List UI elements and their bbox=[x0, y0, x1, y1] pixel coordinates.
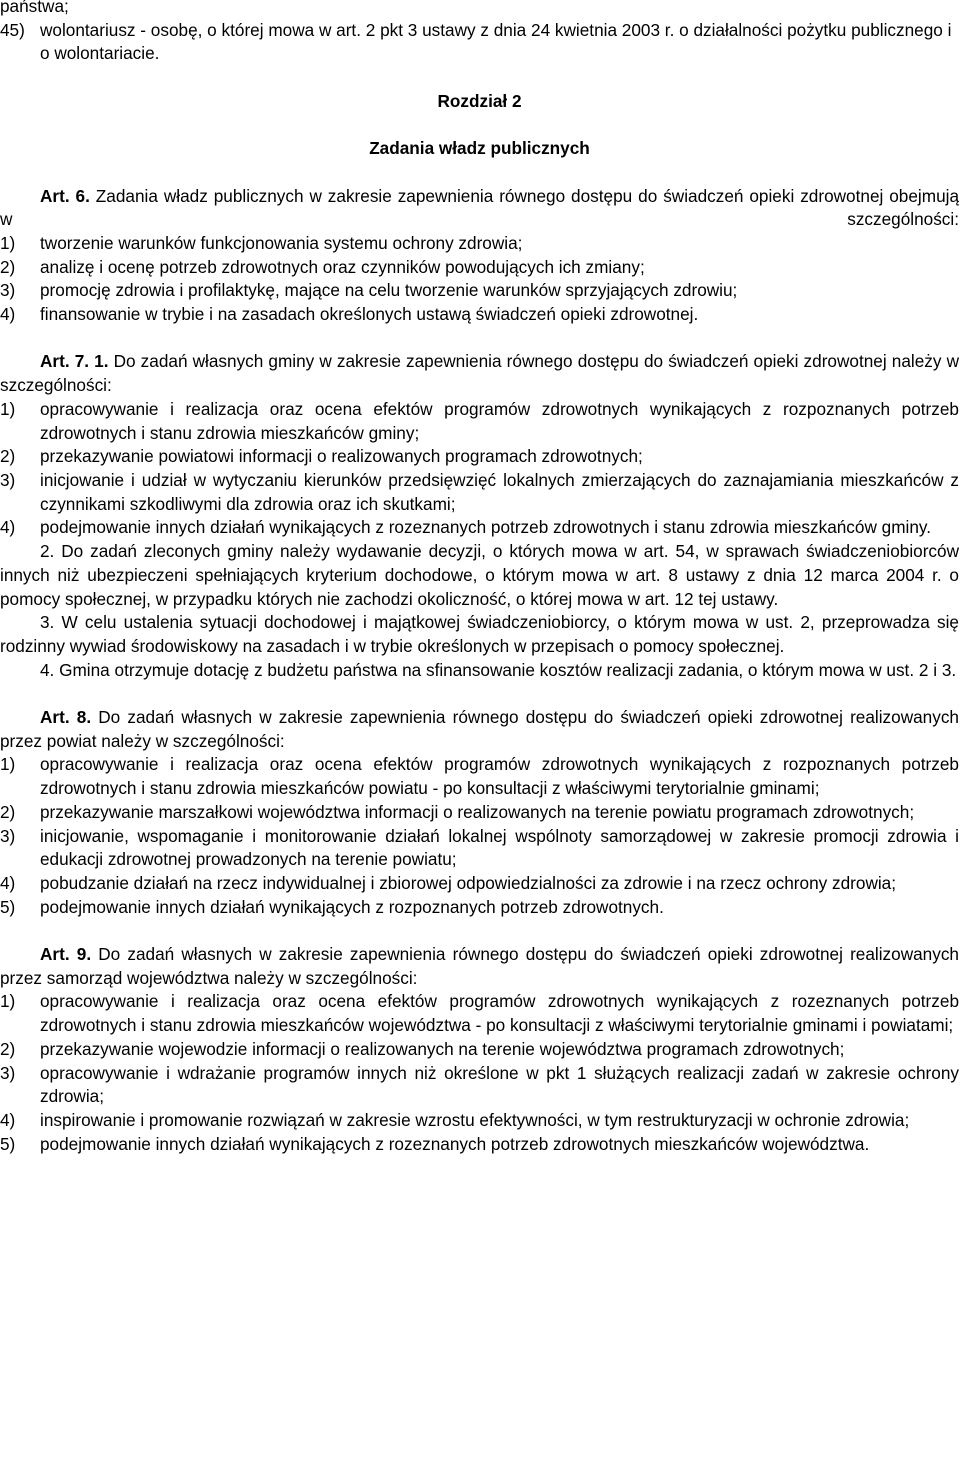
item-text: wolontariusz - osobę, o której mowa w art. 2 pkt 3 ustawy z dnia 24 kwietnia 2003 r. o działalności pożytku publicznego i o wolontariacie. bbox=[40, 19, 952, 64]
item-number: 1) bbox=[0, 754, 16, 775]
art8-item-2 bbox=[0, 801, 959, 825]
item-number: 1) bbox=[0, 991, 16, 1012]
art6-item-1 bbox=[0, 232, 959, 256]
art7-paragraph-4: 4. Gmina otrzymuje dotację z budżetu państwa na sfinansowanie kosztów realizacji zadania, o którym mowa w ust. 2 i 3. bbox=[40, 659, 957, 680]
item-text: opracowywanie i realizacja oraz ocena efektów programów zdrowotnych wynikających z rozpoznanych potrzeb zdrowotnych i stanu zdrowia mieszkańców powiatu - po konsultacji z właściwymi terytorialnie gminami; bbox=[40, 754, 959, 799]
chapter-subtitle: Zadania władz publicznych bbox=[369, 138, 590, 159]
art8-item-1 bbox=[0, 753, 959, 800]
item-number: 5) bbox=[0, 1133, 16, 1154]
art8-item-5 bbox=[0, 896, 959, 920]
item-text: pobudzanie działań na rzecz indywidualnej i zbiorowej odpowiedzialności za zdrowie i na rzecz ochrony zdrowia; bbox=[40, 872, 897, 893]
item-text: przekazywanie wojewodzie informacji o realizowanych na terenie województwa programach zdrowotnych; bbox=[40, 1038, 845, 1059]
art7-paragraph-3: 3. W celu ustalenia sytuacji dochodowej i majątkowej świadczeniobiorcy, o którym mowa w ust. 2, przeprowadza się rodzinny wywiad środowiskowy na zasadach i w trybie określonych w przepisach o pomocy społecznej. bbox=[0, 612, 959, 656]
item-number: 2) bbox=[0, 801, 16, 822]
item-text: inicjowanie i udział w wytyczaniu kierunków przedsięwzięć lokalnych zmierzających do zaznajamiania mieszkańców z czynnikami szkodliwymi dla zdrowia oraz ich skutkami; bbox=[40, 470, 959, 514]
item-number: 3) bbox=[0, 470, 16, 490]
paragraph-label: 1. bbox=[94, 351, 109, 372]
item-text: opracowywanie i wdrażanie programów innych niż określone w pkt 1 służących realizacji zadań w zakresie ochrony zdrowia; bbox=[40, 1062, 959, 1107]
item-number: 2) bbox=[0, 256, 16, 277]
art7-item-2 bbox=[0, 445, 959, 469]
item-text: analizę i ocenę potrzeb zdrowotnych oraz czynników powodujących ich zmiany; bbox=[40, 256, 645, 277]
item-text: przekazywanie powiatowi informacji o realizowanych programach zdrowotnych; bbox=[40, 446, 643, 467]
art7-item-4 bbox=[0, 516, 959, 540]
item-text: opracowywanie i realizacja oraz ocena efektów programów zdrowotnych wynikających z rozpoznanych potrzeb zdrowotnych i stanu zdrowia mieszkańców gminy; bbox=[40, 398, 959, 443]
article-intro-text: Do zadań własnych w zakresie zapewnienia równego dostępu do świadczeń opieki zdrowotnej realizowanych przez powiat należy w szczególności: bbox=[0, 707, 959, 751]
item-number: 2) bbox=[0, 1038, 16, 1059]
item-text: podejmowanie innych działań wynikających z rozpoznanych potrzeb zdrowotnych. bbox=[40, 896, 664, 917]
item-text: finansowanie w trybie i na zasadach określonych ustawą świadczeń opieki zdrowotnej. bbox=[40, 304, 699, 325]
item-number: 5) bbox=[0, 896, 16, 917]
art6-item-4 bbox=[0, 303, 959, 327]
chapter-title: Rozdział 2 bbox=[437, 90, 522, 111]
article-label: Art. 9. bbox=[40, 944, 92, 965]
art8-item-3 bbox=[0, 825, 959, 872]
article-label: Art. 6. bbox=[40, 185, 90, 206]
art9-intro bbox=[0, 943, 959, 990]
item-number: 4) bbox=[0, 517, 16, 538]
list-item-45 bbox=[0, 19, 959, 66]
art8-item-4 bbox=[0, 872, 959, 896]
item-number: 3) bbox=[0, 1062, 16, 1083]
item-text: tworzenie warunków funkcjonowania systemu ochrony zdrowia; bbox=[40, 232, 523, 253]
article-label: Art. 7. bbox=[40, 351, 90, 372]
art6-intro bbox=[0, 185, 959, 232]
item-text: przekazywanie marszałkowi województwa informacji o realizowanych na terenie powiatu programach zdrowotnych; bbox=[40, 801, 915, 822]
art7-item-3 bbox=[0, 469, 959, 516]
item-number: 3) bbox=[0, 280, 16, 301]
item-number: 4) bbox=[0, 872, 16, 893]
art9-item-5 bbox=[0, 1133, 959, 1157]
item-text: opracowywanie i realizacja oraz ocena efektów programów zdrowotnych wynikających z rozeznanych potrzeb zdrowotnych i stanu zdrowia mieszkańców województwa - po konsultacji z właściwymi terytorialnie gminami i powiatami; bbox=[40, 991, 959, 1036]
art7-item-1 bbox=[0, 398, 959, 445]
item-number: 1) bbox=[0, 232, 16, 253]
art9-item-3 bbox=[0, 1062, 959, 1109]
article-label: Art. 8. bbox=[40, 707, 92, 728]
item-text: promocję zdrowia i profilaktykę, mające na celu tworzenie warunków sprzyjających zdrowiu; bbox=[40, 280, 738, 301]
art7-intro bbox=[0, 350, 959, 397]
item-number: 1) bbox=[0, 398, 16, 419]
article-intro-text: Zadania władz publicznych w zakresie zapewnienia równego dostępu do świadczeń opieki zdrowotnej obejmują w szczególności: bbox=[0, 185, 960, 230]
item-number: 4) bbox=[0, 1109, 16, 1130]
art8-intro bbox=[0, 706, 959, 753]
art7-paragraph-2: 2. Do zadań zleconych gminy należy wydawanie decyzji, o których mowa w art. 54, w sprawach świadczeniobiorców innych niż ubezpieczeni spełniających kryterium dochodowe, o którym mowa w art. 8 ustawy z dnia 12 marca 2004 r. o pomocy społecznej, w przypadku których nie zachodzi okoliczność, o której mowa w art. 12 tej ustawy. bbox=[0, 541, 959, 609]
art9-item-2 bbox=[0, 1038, 959, 1062]
item-number: 45) bbox=[0, 19, 25, 40]
article-intro-text: Do zadań własnych gminy w zakresie zapewnienia równego dostępu do świadczeń opieki zdrowotnej należy w szczególności: bbox=[0, 351, 959, 396]
art6-item-2 bbox=[0, 256, 959, 280]
item-number: 3) bbox=[0, 825, 16, 846]
item-text: podejmowanie innych działań wynikających z rozeznanych potrzeb zdrowotnych i stanu zdrowia mieszkańców gminy. bbox=[40, 517, 931, 538]
text-line: państwa; bbox=[0, 0, 69, 16]
item-number: 4) bbox=[0, 304, 16, 325]
art9-item-4 bbox=[0, 1109, 959, 1133]
art6-item-3 bbox=[0, 279, 959, 303]
item-number: 2) bbox=[0, 446, 16, 467]
item-text: podejmowanie innych działań wynikających z rozeznanych potrzeb zdrowotnych mieszkańców województwa. bbox=[40, 1133, 870, 1154]
article-intro-text: Do zadań własnych w zakresie zapewnienia równego dostępu do świadczeń opieki zdrowotnej realizowanych przez samorząd województwa należy w szczególności: bbox=[0, 944, 959, 988]
item-text: inicjowanie, wspomaganie i monitorowanie działań lokalnej wspólnoty samorządowej w zakresie promocji zdrowia i edukacji zdrowotnej prowadzonych na terenie powiatu; bbox=[40, 825, 959, 870]
art9-item-1 bbox=[0, 990, 959, 1037]
item-text: inspirowanie i promowanie rozwiązań w zakresie wzrostu efektywności, w tym restrukturyzacji w ochronie zdrowia; bbox=[40, 1109, 910, 1130]
